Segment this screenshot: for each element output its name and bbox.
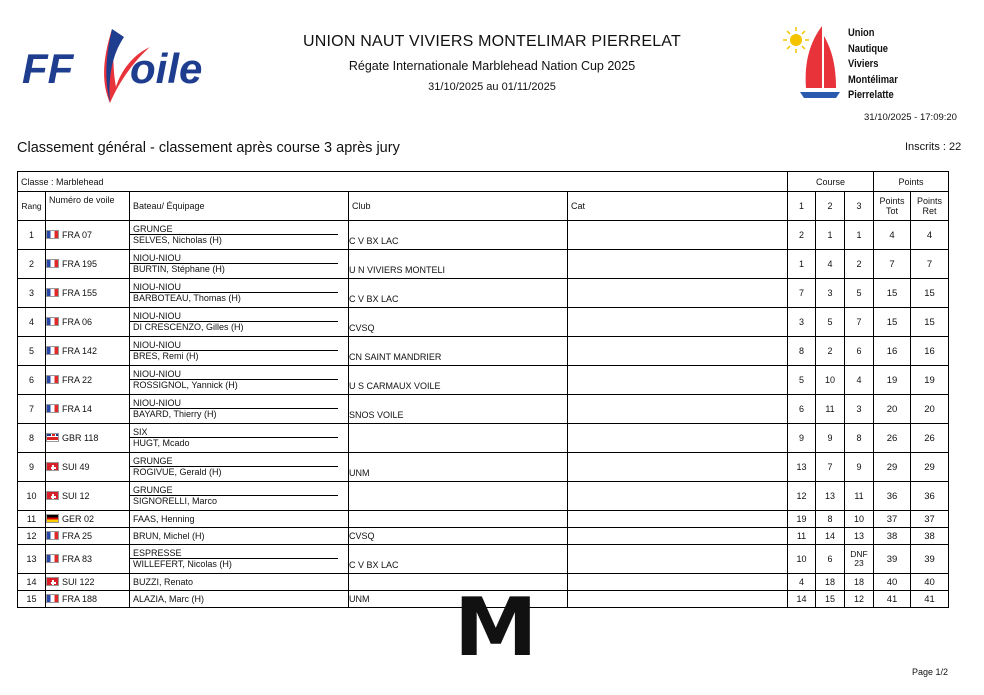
col-club: Club bbox=[349, 192, 568, 221]
category bbox=[568, 337, 788, 366]
race-2-score: 2 bbox=[816, 337, 845, 366]
crew-name: ROSSIGNOL, Yannick (H) bbox=[133, 380, 238, 390]
points-total: 20 bbox=[874, 395, 911, 424]
crew-name: BRES, Remi (H) bbox=[133, 351, 199, 361]
race-2-score: 14 bbox=[816, 528, 845, 545]
race-3-score: DNF 23 bbox=[845, 545, 874, 574]
sail-number: FRA 188 bbox=[46, 591, 130, 608]
race-1-score: 1 bbox=[788, 250, 816, 279]
race-2-score: 6 bbox=[816, 545, 845, 574]
category bbox=[568, 279, 788, 308]
club-name: UNM bbox=[349, 453, 568, 482]
table-row bbox=[18, 366, 949, 395]
flag-fra-icon bbox=[46, 230, 59, 239]
points-total: 7 bbox=[874, 250, 911, 279]
race-1-score: 8 bbox=[788, 337, 816, 366]
col-bateau: Bateau/ Équipage bbox=[130, 192, 349, 221]
sail-number: FRA 14 bbox=[46, 395, 130, 424]
points-retained: 20 bbox=[911, 395, 949, 424]
boat-crew bbox=[130, 574, 349, 591]
flag-fra-icon bbox=[46, 288, 59, 297]
points-total: 29 bbox=[874, 453, 911, 482]
club-name: C V BX LAC bbox=[349, 545, 568, 574]
points-retained: 26 bbox=[911, 424, 949, 453]
sail-number: FRA 83 bbox=[46, 545, 130, 574]
crew-name: HUGT, Mcado bbox=[133, 438, 190, 448]
crew-name: BURTIN, Stéphane (H) bbox=[133, 264, 225, 274]
club-name: SNOS VOILE bbox=[349, 395, 568, 424]
flag-fra-icon bbox=[46, 317, 59, 326]
crew-name: BRUN, Michel (H) bbox=[133, 530, 205, 541]
table-row bbox=[18, 337, 949, 366]
col-rang: Rang bbox=[18, 192, 46, 221]
course-group-header: Course bbox=[788, 172, 874, 192]
club-name: UNM bbox=[349, 591, 568, 608]
rank: 15 bbox=[18, 591, 46, 608]
sail-number: FRA 155 bbox=[46, 279, 130, 308]
race-2-score: 5 bbox=[816, 308, 845, 337]
table-row bbox=[18, 308, 949, 337]
flag-sui-icon bbox=[46, 577, 59, 586]
club-logo-text: Union Nautique Viviers Montélimar Pierrelatte bbox=[848, 27, 898, 101]
sail-number: SUI 122 bbox=[46, 574, 130, 591]
overlay-letter: M bbox=[454, 581, 538, 674]
flag-fra-icon bbox=[46, 531, 59, 540]
boat-crew bbox=[130, 250, 349, 279]
boat-crew bbox=[130, 591, 349, 608]
sail-number: GER 02 bbox=[46, 511, 130, 528]
table-row bbox=[18, 221, 949, 250]
crew-name: DI CRESCENZO, Gilles (H) bbox=[133, 322, 244, 332]
col-voile: Numéro de voile bbox=[46, 192, 130, 221]
category bbox=[568, 511, 788, 528]
sail-icon bbox=[806, 26, 822, 88]
boat-crew bbox=[130, 482, 349, 511]
page-number: Page 1/2 bbox=[912, 667, 949, 677]
race-3-score: 12 bbox=[845, 591, 874, 608]
club-name bbox=[349, 482, 568, 511]
race-3-score: 18 bbox=[845, 574, 874, 591]
race-2-score: 11 bbox=[816, 395, 845, 424]
rank: 9 bbox=[18, 453, 46, 482]
section-title: Classement général - classement après course 3 après jury bbox=[17, 140, 400, 156]
boat-crew bbox=[130, 453, 349, 482]
flag-fra-icon bbox=[46, 594, 59, 603]
race-3-score: 6 bbox=[845, 337, 874, 366]
category bbox=[568, 574, 788, 591]
category bbox=[568, 250, 788, 279]
logo-ff: FF bbox=[22, 45, 74, 92]
boat-crew bbox=[130, 424, 349, 453]
boat-name: NIOU-NIOU bbox=[130, 253, 338, 264]
race-3-score: 3 bbox=[845, 395, 874, 424]
race-3-score: 9 bbox=[845, 453, 874, 482]
table-row bbox=[18, 482, 949, 511]
flag-gbr-icon bbox=[46, 433, 59, 442]
points-retained: 36 bbox=[911, 482, 949, 511]
race-3-score: 7 bbox=[845, 308, 874, 337]
regatta-dates: 31/10/2025 au 01/11/2025 bbox=[428, 81, 556, 93]
rank: 3 bbox=[18, 279, 46, 308]
boat-crew bbox=[130, 308, 349, 337]
race-1-score: 2 bbox=[788, 221, 816, 250]
boat-name: NIOU-NIOU bbox=[130, 282, 338, 293]
category bbox=[568, 545, 788, 574]
race-1-score: 4 bbox=[788, 574, 816, 591]
sail-number: FRA 06 bbox=[46, 308, 130, 337]
club-name bbox=[349, 511, 568, 528]
rank: 5 bbox=[18, 337, 46, 366]
rank: 7 bbox=[18, 395, 46, 424]
race-1-score: 13 bbox=[788, 453, 816, 482]
printed-timestamp: 31/10/2025 - 17:09:20 bbox=[864, 112, 957, 123]
boat-name: GRUNGE bbox=[130, 224, 338, 235]
points-group-header: Points bbox=[874, 172, 949, 192]
race-1-score: 19 bbox=[788, 511, 816, 528]
points-retained: 15 bbox=[911, 308, 949, 337]
rank: 4 bbox=[18, 308, 46, 337]
logo-oile: oile bbox=[130, 45, 203, 92]
race-3-score: 4 bbox=[845, 366, 874, 395]
club-name: CVSQ bbox=[349, 528, 568, 545]
rank: 1 bbox=[18, 221, 46, 250]
crew-name: BUZZI, Renato bbox=[133, 576, 194, 587]
race-1-score: 3 bbox=[788, 308, 816, 337]
rank: 2 bbox=[18, 250, 46, 279]
points-total: 15 bbox=[874, 308, 911, 337]
category bbox=[568, 528, 788, 545]
inscrits-count: Inscrits : 22 bbox=[905, 141, 962, 153]
race-1-score: 9 bbox=[788, 424, 816, 453]
crew-name: WILLEFERT, Nicolas (H) bbox=[133, 559, 232, 569]
boat-name: NIOU-NIOU bbox=[130, 340, 338, 351]
race-3-score: 13 bbox=[845, 528, 874, 545]
boat-name: GRUNGE bbox=[130, 485, 338, 496]
table-row bbox=[18, 528, 949, 545]
race-1-score: 12 bbox=[788, 482, 816, 511]
boat-name: SIX bbox=[130, 427, 338, 438]
flag-sui-icon bbox=[46, 491, 59, 500]
table-row bbox=[18, 250, 949, 279]
points-total: 38 bbox=[874, 528, 911, 545]
race-2-score: 3 bbox=[816, 279, 845, 308]
category bbox=[568, 308, 788, 337]
points-total: 36 bbox=[874, 482, 911, 511]
race-2-score: 7 bbox=[816, 453, 845, 482]
flag-fra-icon bbox=[46, 404, 59, 413]
crew-name: BARBOTEAU, Thomas (H) bbox=[133, 293, 241, 303]
race-3-score: 10 bbox=[845, 511, 874, 528]
rank: 11 bbox=[18, 511, 46, 528]
points-total: 4 bbox=[874, 221, 911, 250]
flag-fra-icon bbox=[46, 554, 59, 563]
rank: 13 bbox=[18, 545, 46, 574]
table-row bbox=[18, 279, 949, 308]
rank: 6 bbox=[18, 366, 46, 395]
race-2-score: 18 bbox=[816, 574, 845, 591]
flag-fra-icon bbox=[46, 375, 59, 384]
crew-name: SELVES, Nicholas (H) bbox=[133, 235, 222, 245]
points-retained: 29 bbox=[911, 453, 949, 482]
race-1-score: 6 bbox=[788, 395, 816, 424]
category bbox=[568, 395, 788, 424]
regatta-name: Régate Internationale Marblehead Nation Cup 2025 bbox=[348, 59, 636, 73]
rank: 12 bbox=[18, 528, 46, 545]
race-2-score: 10 bbox=[816, 366, 845, 395]
race-1-score: 5 bbox=[788, 366, 816, 395]
race-1-score: 7 bbox=[788, 279, 816, 308]
points-retained: 16 bbox=[911, 337, 949, 366]
crew-name: ROGIVUE, Gerald (H) bbox=[133, 467, 222, 477]
race-2-score: 8 bbox=[816, 511, 845, 528]
club-name: U S CARMAUX VOILE bbox=[349, 366, 568, 395]
points-total: 40 bbox=[874, 574, 911, 591]
table-row bbox=[18, 395, 949, 424]
col-points-tot: Points Tot bbox=[874, 192, 911, 221]
table-row bbox=[18, 424, 949, 453]
sail-number: FRA 142 bbox=[46, 337, 130, 366]
sail-number: FRA 195 bbox=[46, 250, 130, 279]
boat-crew bbox=[130, 366, 349, 395]
boat-crew bbox=[130, 528, 349, 545]
category bbox=[568, 366, 788, 395]
boat-name: NIOU-NIOU bbox=[130, 369, 338, 380]
col-race-1: 1 bbox=[788, 192, 816, 221]
table-row bbox=[18, 453, 949, 482]
rank: 8 bbox=[18, 424, 46, 453]
category bbox=[568, 221, 788, 250]
sail-number: FRA 25 bbox=[46, 528, 130, 545]
race-1-score: 10 bbox=[788, 545, 816, 574]
points-total: 41 bbox=[874, 591, 911, 608]
regatta-organizer: UNION NAUT VIVIERS MONTELIMAR PIERRELAT bbox=[303, 33, 681, 50]
sail-number: SUI 12 bbox=[46, 482, 130, 511]
points-total: 39 bbox=[874, 545, 911, 574]
race-2-score: 9 bbox=[816, 424, 845, 453]
points-retained: 40 bbox=[911, 574, 949, 591]
points-retained: 37 bbox=[911, 511, 949, 528]
class-label: Classe : Marblehead bbox=[18, 172, 788, 192]
sail-number: FRA 22 bbox=[46, 366, 130, 395]
race-3-score: 8 bbox=[845, 424, 874, 453]
flag-fra-icon bbox=[46, 259, 59, 268]
crew-name: FAAS, Henning bbox=[133, 513, 195, 524]
points-retained: 4 bbox=[911, 221, 949, 250]
points-retained: 15 bbox=[911, 279, 949, 308]
race-3-score: 11 bbox=[845, 482, 874, 511]
club-name: C V BX LAC bbox=[349, 279, 568, 308]
points-retained: 38 bbox=[911, 528, 949, 545]
flag-sui-icon bbox=[46, 462, 59, 471]
crew-name: BAYARD, Thierry (H) bbox=[133, 409, 217, 419]
category bbox=[568, 482, 788, 511]
points-retained: 19 bbox=[911, 366, 949, 395]
sun-icon bbox=[783, 27, 809, 53]
col-points-ret: Points Ret bbox=[911, 192, 949, 221]
sail-number: GBR 118 bbox=[46, 424, 130, 453]
category bbox=[568, 591, 788, 608]
boat-crew bbox=[130, 337, 349, 366]
boat-crew bbox=[130, 279, 349, 308]
boat-name: ESPRESSE bbox=[130, 548, 338, 559]
col-race-3: 3 bbox=[845, 192, 874, 221]
points-total: 37 bbox=[874, 511, 911, 528]
points-retained: 7 bbox=[911, 250, 949, 279]
col-race-2: 2 bbox=[816, 192, 845, 221]
flag-fra-icon bbox=[46, 346, 59, 355]
boat-crew bbox=[130, 395, 349, 424]
race-1-score: 14 bbox=[788, 591, 816, 608]
boat-crew bbox=[130, 221, 349, 250]
club-name: CN SAINT MANDRIER bbox=[349, 337, 568, 366]
category bbox=[568, 453, 788, 482]
flag-ger-icon bbox=[46, 514, 59, 523]
race-2-score: 4 bbox=[816, 250, 845, 279]
rank: 10 bbox=[18, 482, 46, 511]
boat-name: NIOU-NIOU bbox=[130, 311, 338, 322]
club-name bbox=[349, 424, 568, 453]
points-total: 15 bbox=[874, 279, 911, 308]
race-3-score: 5 bbox=[845, 279, 874, 308]
race-2-score: 15 bbox=[816, 591, 845, 608]
race-2-score: 1 bbox=[816, 221, 845, 250]
club-name: C V BX LAC bbox=[349, 221, 568, 250]
points-total: 26 bbox=[874, 424, 911, 453]
crew-name: ALAZIA, Marc (H) bbox=[133, 593, 205, 604]
category bbox=[568, 424, 788, 453]
race-1-score: 11 bbox=[788, 528, 816, 545]
points-total: 16 bbox=[874, 337, 911, 366]
table-row bbox=[18, 545, 949, 574]
boat-crew bbox=[130, 511, 349, 528]
boat-name: NIOU-NIOU bbox=[130, 398, 338, 409]
points-total: 19 bbox=[874, 366, 911, 395]
crew-name: SIGNORELLI, Marco bbox=[133, 496, 218, 506]
boat-crew bbox=[130, 545, 349, 574]
club-name: CVSQ bbox=[349, 308, 568, 337]
race-3-score: 2 bbox=[845, 250, 874, 279]
col-cat: Cat bbox=[568, 192, 788, 221]
sail-number: SUI 49 bbox=[46, 453, 130, 482]
race-2-score: 13 bbox=[816, 482, 845, 511]
boat-name: GRUNGE bbox=[130, 456, 338, 467]
points-retained: 41 bbox=[911, 591, 949, 608]
sail-number: FRA 07 bbox=[46, 221, 130, 250]
club-name: U N VIVIERS MONTELI bbox=[349, 250, 568, 279]
points-retained: 39 bbox=[911, 545, 949, 574]
race-3-score: 1 bbox=[845, 221, 874, 250]
rank: 14 bbox=[18, 574, 46, 591]
table-row bbox=[18, 511, 949, 528]
results-table bbox=[17, 171, 949, 608]
